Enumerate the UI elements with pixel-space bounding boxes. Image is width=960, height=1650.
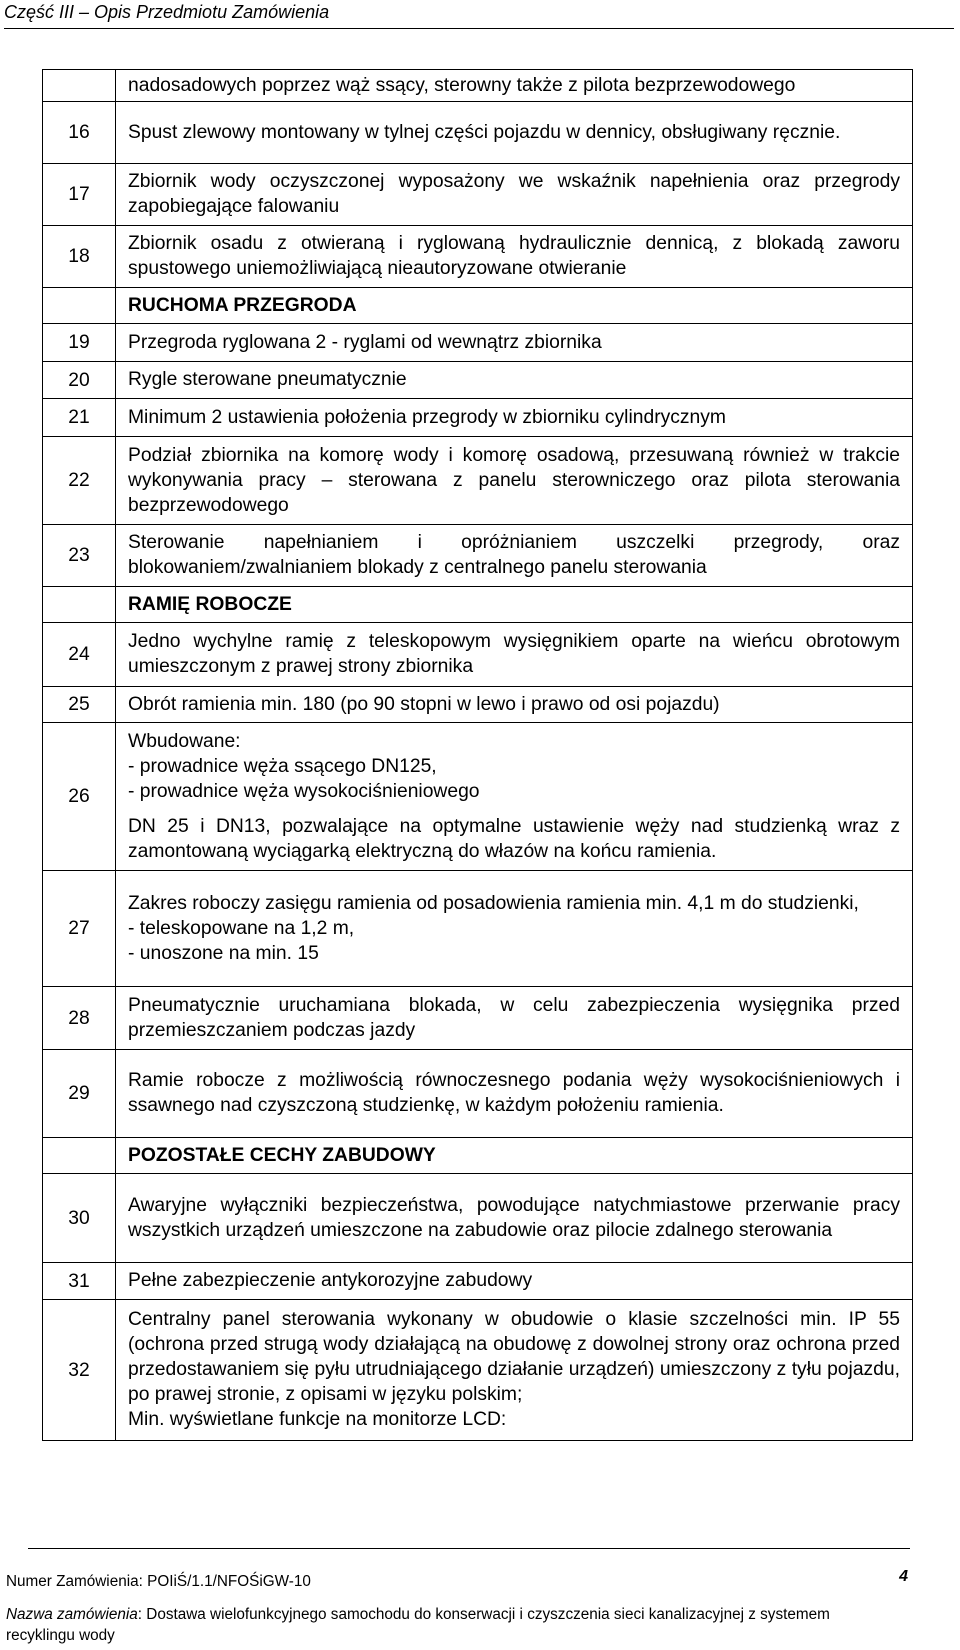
row-description: Rygle sterowane pneumatycznie xyxy=(116,362,913,399)
footer-order-number: Numer Zamówienia: POIiŚ/1.1/NFOŚiGW-10 xyxy=(6,1573,311,1590)
row-number: 20 xyxy=(43,362,116,399)
row-number: 21 xyxy=(43,399,116,437)
table-row xyxy=(43,70,913,102)
section-heading: RAMIĘ ROBOCZE xyxy=(116,587,913,623)
row-description: Sterowanie napełnianiem i opróżnianiem uszczelki przegrody, oraz blokowaniem/zwalnianiem blokady z centralnego panelu sterowania xyxy=(116,525,913,587)
row-number: 22 xyxy=(43,437,116,525)
row-number: 30 xyxy=(43,1174,116,1263)
row-paragraph: Zakres roboczy zasięgu ramienia od posadowienia ramienia min. 4,1 m do studzienki, xyxy=(128,892,859,914)
row-paragraph: Centralny panel sterowania wykonany w obudowie o klasie szczelności min. IP 55 (ochrona przed strugą wody działającą na obudowę z dowolnej strony oraz ochrona przed przedostawaniem się pyłu utrudniającego działanie urządzeń) umieszczony z tyłu pojazdu, po prawej stronie, z opisami w języku polskim; xyxy=(128,1309,900,1405)
section-heading-row xyxy=(43,1138,913,1174)
row-number: 17 xyxy=(43,164,116,226)
section-heading: RUCHOMA PRZEGRODA xyxy=(116,288,913,324)
page-header xyxy=(4,0,954,29)
row-number: 32 xyxy=(43,1300,116,1441)
table-row xyxy=(43,226,913,288)
row-description xyxy=(116,1300,913,1441)
row-number: 24 xyxy=(43,623,116,687)
table-row xyxy=(43,324,913,362)
table-row xyxy=(43,1263,913,1300)
row-paragraph: DN 25 i DN13, pozwalające na optymalne ustawienie węży nad studzienką wraz z zamontowaną wyciągarką elektryczną do włazów na końcu ramienia. xyxy=(128,815,900,862)
page-number: 4 xyxy=(899,1568,908,1585)
table-row xyxy=(43,399,913,437)
specification-table xyxy=(42,69,913,1441)
row-description: Obrót ramienia min. 180 (po 90 stopni w lewo i prawo od osi pojazdu) xyxy=(116,687,913,723)
table-row xyxy=(43,987,913,1050)
footer-divider xyxy=(28,1548,910,1549)
table-row xyxy=(43,623,913,687)
row-description xyxy=(116,723,913,871)
row-number xyxy=(43,288,116,324)
row-number: 27 xyxy=(43,871,116,987)
row-number xyxy=(43,1138,116,1174)
row-description: Minimum 2 ustawienia położenia przegrody w zbiorniku cylindrycznym xyxy=(116,399,913,437)
row-line: Wbudowane: xyxy=(128,730,241,752)
row-number: 26 xyxy=(43,723,116,871)
row-number: 25 xyxy=(43,687,116,723)
row-number: 16 xyxy=(43,102,116,164)
row-line: - prowadnice węża wysokociśnieniowego xyxy=(128,780,480,802)
row-description: Przegroda ryglowana 2 - ryglami od wewnątrz zbiornika xyxy=(116,324,913,362)
section-heading-row xyxy=(43,587,913,623)
row-description: Spust zlewowy montowany w tylnej części pojazdu w dennicy, obsługiwany ręcznie. xyxy=(116,102,913,164)
row-description: Zbiornik wody oczyszczonej wyposażony we wskaźnik napełnienia oraz przegrody zapobiegające falowaniu xyxy=(116,164,913,226)
table-row xyxy=(43,102,913,164)
row-number: 23 xyxy=(43,525,116,587)
row-description: nadosadowych poprzez wąż ssący, sterowny także z pilota bezprzewodowego xyxy=(116,70,913,102)
row-description: Pełne zabezpieczenie antykorozyjne zabudowy xyxy=(116,1263,913,1300)
row-number: 29 xyxy=(43,1050,116,1138)
table-row xyxy=(43,164,913,226)
row-number: 31 xyxy=(43,1263,116,1300)
row-number: 19 xyxy=(43,324,116,362)
footer-name-label: Nazwa zamówienia xyxy=(6,1606,138,1623)
row-number xyxy=(43,587,116,623)
table-row xyxy=(43,871,913,987)
section-heading: POZOSTAŁE CECHY ZABUDOWY xyxy=(116,1138,913,1174)
table-row xyxy=(43,525,913,587)
row-description: Ramie robocze z możliwością równoczesnego podania węży wysokociśnieniowych i ssawnego nad czyszczoną studzienkę, w każdym położeniu ramienia. xyxy=(116,1050,913,1138)
row-description: Podział zbiornika na komorę wody i komorę osadową, przesuwaną również w trakcie wykonywania pracy – sterowana z panelu sterowniczego oraz pilota sterowania bezprzewodowego xyxy=(116,437,913,525)
row-description: Jedno wychylne ramię z teleskopowym wysięgnikiem oparte na wieńcu obrotowym umieszczonym z prawej strony zbiornika xyxy=(116,623,913,687)
row-description: Zbiornik osadu z otwieraną i ryglowaną hydraulicznie dennicą, z blokadą zaworu spustowego uniemożliwiającą nieautoryzowane otwieranie xyxy=(116,226,913,288)
table-row xyxy=(43,723,913,871)
table-row xyxy=(43,437,913,525)
table-row xyxy=(43,687,913,723)
table-row xyxy=(43,1050,913,1138)
row-line: Min. wyświetlane funkcje na monitorze LCD: xyxy=(128,1409,507,1430)
footer-name-text: : Dostawa wielofunkcyjnego samochodu do konserwacji i czyszczenia sieci kanalizacyjnej z systemem recyklingu wody xyxy=(6,1606,830,1644)
footer-order-name xyxy=(6,1604,886,1646)
row-line: - teleskopowane na 1,2 m, xyxy=(128,917,355,939)
page-header-title: Część III – Opis Przedmiotu Zamówienia xyxy=(4,2,330,22)
table-row xyxy=(43,1174,913,1263)
row-number xyxy=(43,70,116,102)
table-row xyxy=(43,1300,913,1441)
table-row xyxy=(43,362,913,399)
row-description: Awaryjne wyłączniki bezpieczeństwa, powodujące natychmiastowe przerwanie pracy wszystkich urządzeń umieszczone na zabudowie oraz pilocie zdalnego sterowania xyxy=(116,1174,913,1263)
section-heading-row xyxy=(43,288,913,324)
row-line: - unoszone na min. 15 xyxy=(128,942,319,964)
row-number: 28 xyxy=(43,987,116,1050)
row-description: Pneumatycznie uruchamiana blokada, w celu zabezpieczenia wysięgnika przed przemieszczaniem podczas jazdy xyxy=(116,987,913,1050)
row-line: - prowadnice węża ssącego DN125, xyxy=(128,755,437,777)
row-description xyxy=(116,871,913,987)
row-number: 18 xyxy=(43,226,116,288)
